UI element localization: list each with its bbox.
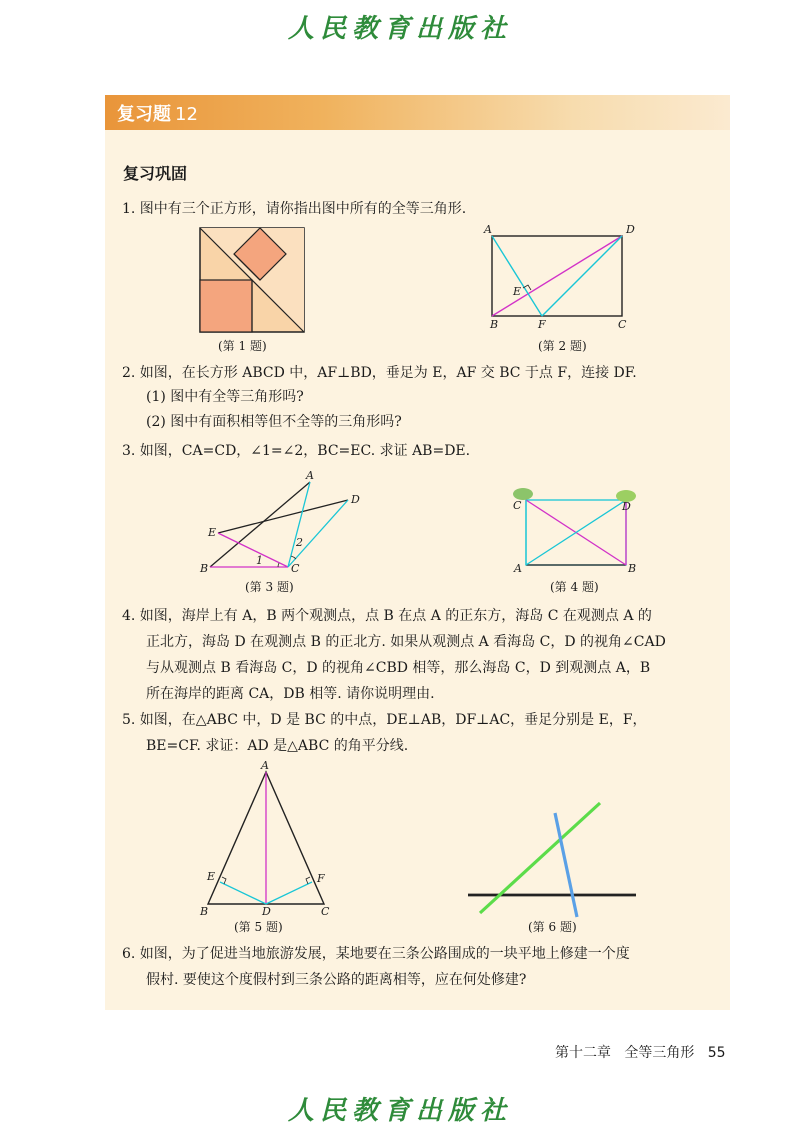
question-1: 1. 图中有三个正方形，请你指出图中所有的全等三角形. bbox=[122, 201, 467, 217]
review-banner bbox=[105, 95, 730, 130]
label-b: B bbox=[490, 318, 499, 331]
label-a: A bbox=[514, 562, 522, 575]
label-f: F bbox=[538, 318, 546, 331]
caption-fig-4: (第 4 题) bbox=[550, 580, 599, 594]
figure-4 bbox=[508, 482, 638, 578]
question-5-line-2: BE=CF. 求证：AD 是△ABC 的角平分线. bbox=[146, 738, 409, 754]
label-e: E bbox=[207, 870, 216, 883]
label-b: B bbox=[628, 562, 637, 575]
label-angle-1: 1 bbox=[256, 554, 263, 567]
caption-fig-3: (第 3 题) bbox=[245, 580, 294, 594]
question-4-line-3: 与从观测点 B 看海岛 C，D 的视角∠CBD 相等，那么海岛 C，D 到观测点 A，B bbox=[146, 660, 651, 676]
label-angle-2: 2 bbox=[296, 536, 303, 549]
label-e: E bbox=[208, 526, 217, 539]
figure-5 bbox=[198, 758, 338, 918]
question-2-stem: 2. 如图，在长方形 ABCD 中，AF⊥BD，垂足为 E，AF 交 BC 于点 F，连接 DF. bbox=[122, 365, 637, 381]
footer-chapter: 第十二章 bbox=[555, 1045, 611, 1061]
label-b: B bbox=[200, 905, 209, 918]
question-4-line-2: 正北方，海岛 D 在观测点 B 的正北方. 如果从观测点 A 看海岛 C，D 的视角∠CAD bbox=[146, 634, 666, 650]
label-d: D bbox=[262, 905, 271, 918]
question-4-line-4: 所在海岸的距离 CA，DB 相等. 请你说明理由. bbox=[146, 686, 435, 702]
banner-number: 12 bbox=[175, 104, 198, 125]
label-c: C bbox=[321, 905, 330, 918]
figure-3 bbox=[198, 468, 368, 578]
caption-fig-2: (第 2 题) bbox=[538, 339, 587, 353]
label-a: A bbox=[306, 469, 314, 482]
label-c: C bbox=[291, 562, 300, 575]
label-b: B bbox=[200, 562, 209, 575]
question-5-line-1: 5. 如图，在△ABC 中，D 是 BC 的中点，DE⊥AB，DF⊥AC，垂足分别是 E，F， bbox=[122, 712, 647, 728]
footer-title: 全等三角形 bbox=[624, 1045, 695, 1061]
caption-fig-1: (第 1 题) bbox=[218, 339, 267, 353]
question-2-part-1: (1) 图中有全等三角形吗? bbox=[146, 389, 304, 405]
publisher-logo-bottom: 人民教育出版社 bbox=[287, 1096, 512, 1126]
page-number: 55 bbox=[707, 1045, 726, 1061]
figure-1 bbox=[198, 226, 308, 336]
caption-fig-6: (第 6 题) bbox=[528, 920, 577, 934]
question-2-part-2: (2) 图中有面积相等但不全等的三角形吗? bbox=[146, 414, 402, 430]
figure-2 bbox=[482, 222, 642, 334]
label-c: C bbox=[513, 499, 522, 512]
label-f: F bbox=[317, 872, 325, 885]
publisher-logo-top: 人民教育出版社 bbox=[287, 14, 512, 44]
figure-6 bbox=[460, 795, 650, 920]
label-e: E bbox=[513, 285, 522, 298]
page-footer bbox=[555, 1042, 726, 1062]
label-a: A bbox=[484, 223, 492, 236]
label-d: D bbox=[351, 493, 360, 506]
label-a: A bbox=[261, 759, 269, 772]
banner-title: 复习题 12 bbox=[117, 104, 198, 125]
section-heading: 复习巩固 bbox=[123, 164, 188, 183]
label-d: D bbox=[622, 500, 631, 513]
question-6-line-1: 6. 如图，为了促进当地旅游发展，某地要在三条公路围成的一块平地上修建一个度 bbox=[122, 946, 630, 962]
caption-fig-5: (第 5 题) bbox=[234, 920, 283, 934]
label-d: D bbox=[626, 223, 635, 236]
road-green bbox=[480, 803, 600, 913]
question-4-line-1: 4. 如图，海岸上有 A，B 两个观测点，点 B 在点 A 的正东方，海岛 C 在观测点 A 的 bbox=[122, 608, 652, 624]
question-6-line-2: 假村. 要使这个度假村到三条公路的距离相等，应在何处修建? bbox=[146, 972, 527, 988]
question-3: 3. 如图，CA=CD，∠1=∠2，BC=EC. 求证 AB=DE. bbox=[122, 443, 471, 459]
label-c: C bbox=[618, 318, 627, 331]
